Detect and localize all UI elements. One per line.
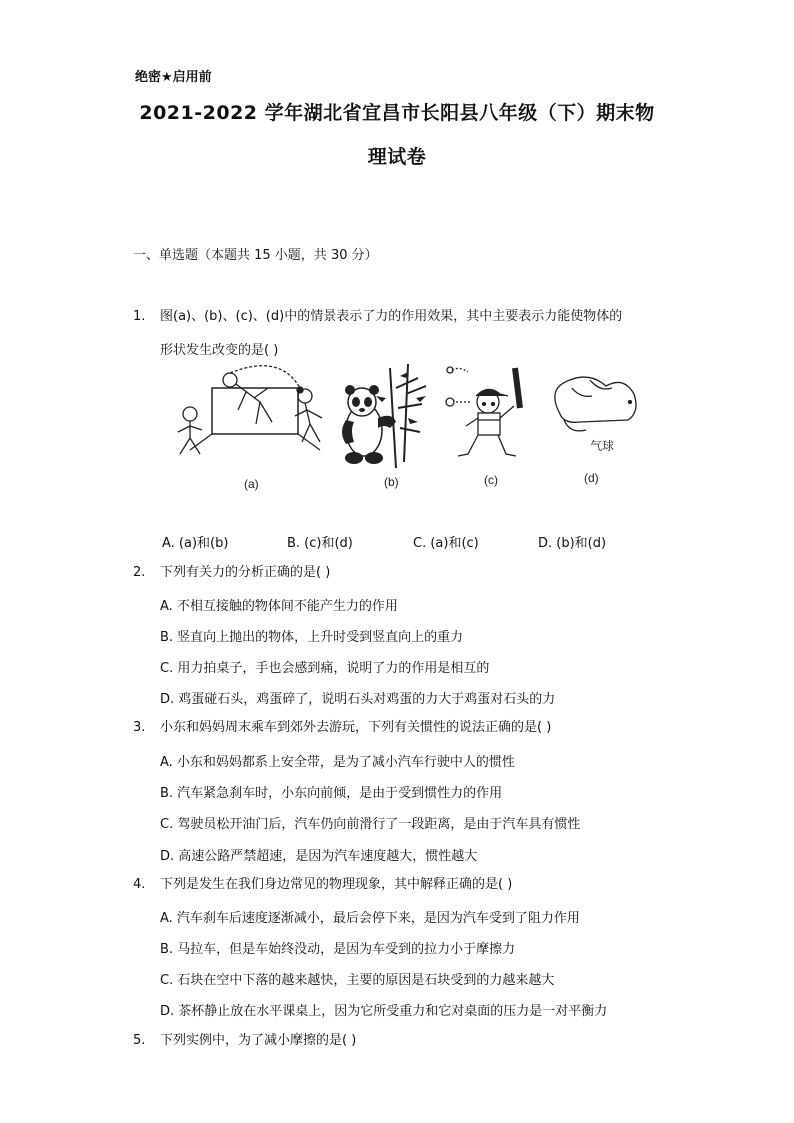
question-1 xyxy=(133,308,622,326)
force-effects-figure xyxy=(160,358,640,498)
figure-label-a: (a) xyxy=(244,477,259,491)
q3-option-c[interactable]: C. 驾驶员松开油门后，汽车仍向前滑行了一段距离，是由于汽车具有惯性 xyxy=(160,817,581,832)
question-text: 下列是发生在我们身边常见的物理现象，其中解释正确的是( ) xyxy=(160,877,513,892)
question-2 xyxy=(133,564,330,582)
page-title-line1: 2021-2022 学年湖北省宜昌市长阳县八年级（下）期末物 xyxy=(139,102,655,124)
section-heading: 一、单选题（本题共 15 小题，共 30 分） xyxy=(133,248,378,263)
balloon-label: 气球 xyxy=(590,439,615,453)
q1-option-b[interactable]: B. (c)和(d) xyxy=(287,536,353,551)
figure-b-panda-bamboo xyxy=(342,364,426,468)
q4-option-b[interactable]: B. 马拉车，但是车始终没动，是因为车受到的拉力小于摩擦力 xyxy=(160,942,516,957)
question-5 xyxy=(133,1032,356,1050)
q2-option-c[interactable]: C. 用力拍桌子，手也会感到痛，说明了力的作用是相互的 xyxy=(160,661,490,676)
question-number: 5. xyxy=(133,1033,146,1048)
q3-option-d[interactable]: D. 高速公路严禁超速，是因为汽车速度越大，惯性越大 xyxy=(160,849,478,864)
q2-option-d[interactable]: D. 鸡蛋碰石头，鸡蛋碎了，说明石头对鸡蛋的力大于鸡蛋对石头的力 xyxy=(160,692,556,707)
q2-option-a[interactable]: A. 不相互接触的物体间不能产生力的作用 xyxy=(160,599,398,614)
question-text: 下列实例中，为了减小摩擦的是( ) xyxy=(160,1033,357,1048)
figure-label-c: (c) xyxy=(484,473,498,487)
figure-c-baseball xyxy=(446,367,520,456)
question-text: 图(a)、(b)、(c)、(d)中的情景表示了力的作用效果，其中主要表示力能使物体的 xyxy=(160,309,623,324)
q1-option-c[interactable]: C. (a)和(c) xyxy=(413,536,479,551)
q4-option-d[interactable]: D. 茶杯静止放在水平课桌上，因为它所受重力和它对桌面的压力是一对平衡力 xyxy=(160,1004,608,1019)
confidential-label: 绝密★启用前 xyxy=(135,70,212,85)
q2-option-b[interactable]: B. 竖直向上抛出的物体，上升时受到竖直向上的重力 xyxy=(160,630,464,645)
figure-label-b: (b) xyxy=(384,475,399,489)
q3-option-a[interactable]: A. 小东和妈妈都系上安全带，是为了减小汽车行驶中人的惯性 xyxy=(160,755,515,770)
question-number: 4. xyxy=(133,877,146,892)
question-number: 2. xyxy=(133,565,146,580)
q4-option-c[interactable]: C. 石块在空中下落的越来越快，主要的原因是石块受到的力越来越大 xyxy=(160,973,555,988)
question-number: 1. xyxy=(133,309,146,324)
q4-option-a[interactable]: A. 汽车刹车后速度逐渐减小，最后会停下来，是因为汽车受到了阻力作用 xyxy=(160,911,580,926)
question-4 xyxy=(133,876,512,894)
question-number: 3. xyxy=(133,720,146,735)
q3-option-b[interactable]: B. 汽车紧急刹车时，小东向前倾，是由于受到惯性力的作用 xyxy=(160,786,503,801)
figure-a-soccer xyxy=(178,366,322,454)
q1-option-a[interactable]: A. (a)和(b) xyxy=(162,536,229,551)
q1-option-d[interactable]: D. (b)和(d) xyxy=(538,536,607,551)
figure-d-balloon xyxy=(555,377,636,431)
question-1-continuation: 形状发生改变的是( ) xyxy=(160,343,279,358)
question-3 xyxy=(133,719,551,737)
figure-label-d: (d) xyxy=(584,471,599,485)
question-text: 下列有关力的分析正确的是( ) xyxy=(160,565,331,580)
question-text: 小东和妈妈周末乘车到郊外去游玩，下列有关惯性的说法正确的是( ) xyxy=(160,720,552,735)
page-title-line2: 理试卷 xyxy=(367,146,427,168)
